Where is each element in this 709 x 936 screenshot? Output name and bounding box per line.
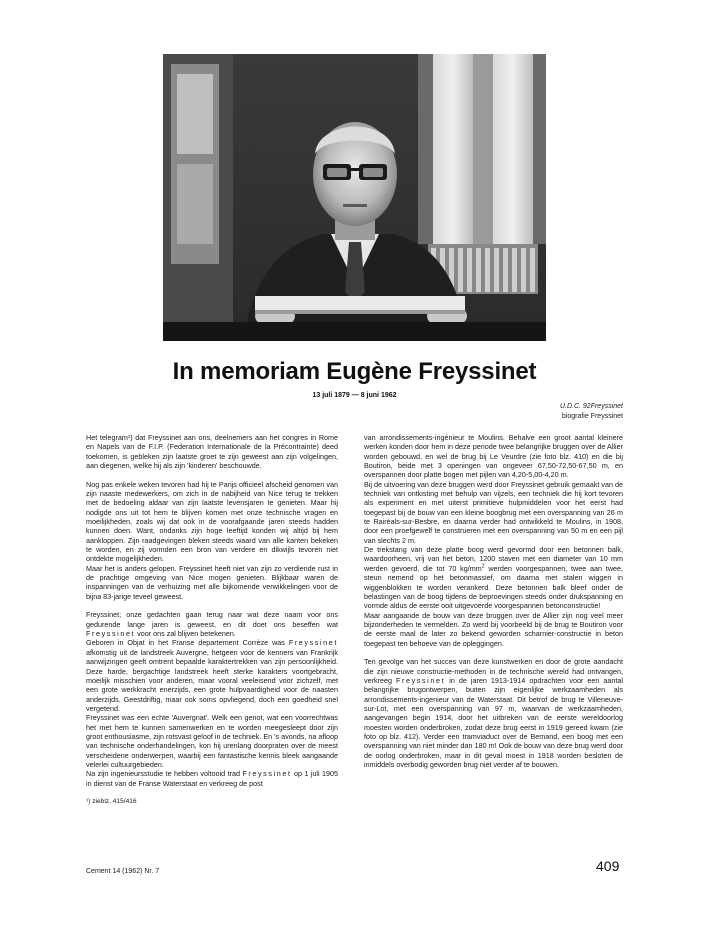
page-number: 409 — [596, 858, 620, 874]
paragraph-farewell — [86, 480, 338, 601]
page-title: In memoriam Eugène Freyssinet — [172, 358, 537, 385]
paragraph-success-a: Ten gevolge van het succes van deze kunstwerken en door de grote aandacht die zijn nieuwe constructie-methoden in de technische wereld had ontvangen, verkreeg — [364, 657, 623, 685]
paragraph-tierod-a: De trekstang van deze platte boog werd gevormd door een betonnen balk, waardoorheen, vrij van het beton, 1200 staven met een diameter van 10 mm werden gevoerd, die tot 70 kg/mm — [364, 545, 623, 573]
paragraph-career-c: op 1 juli 1905 in dienst van de Franse Waterstaat en verkreeg de post — [86, 769, 338, 788]
portrait-photo — [163, 54, 546, 341]
spaced-name: Freyssinet — [288, 638, 338, 648]
journal-reference: Cement 14 (1962) Nr. 7 — [86, 868, 160, 875]
paragraph-born-c: afkomstig uit de landstreek Auvergne, hetgeen voor de kenners van Frankrijk aanwijzingen geeft omtrent bepaalde karaktertrekken van zijn persoonlijkheid. Deze harde, bergachtige landstreek heeft sterke karakters voortgebracht, moeilijk misschien voor anderen, maar vooral veeleisend voor zichzelf, met een grote werkkracht enerzijds, een grote hulpvaardigheid voor de naasten anderzijds. Geestdriftig, maar ook soms opvliegend, doch een goedheid snel vergetend. — [86, 647, 338, 713]
paragraph-name — [86, 610, 338, 788]
footnote: ¹) zieblz. 415/416 — [86, 798, 137, 806]
paragraph-career-a: Na zijn ingenieursstudie te hebben voltooid trad — [86, 769, 240, 779]
paragraph-name-a: Freyssinet; onze gedachten gaan terug naar wat deze naam voor ons gedurende lange jaren is geweest, en dit doet ons beseffen wat — [86, 610, 338, 629]
paragraph-rest: Maar het is anders gelopen. Freyssinet heeft niet van zijn zo verdiende rust in de prachtige omgeving van Nice mogen genieten. Blijkbaar waren de inspanningen van de verhuizing met alle bijkomende verwikkelingen voor de bijna 83-jarige teveel geweest. — [86, 563, 338, 601]
superscript: 2 — [481, 563, 485, 570]
spaced-name: Freyssinet — [396, 675, 446, 685]
paragraph-tierod-b: werden voorgespannen, twee aan twee, steun nemend op het betonmassief, om daarna met stalen wiggen in wiggenblokken te worden verankerd. Deze betonnen balk bleef onder de belastingen van de boog tijdens de beproevingen steeds onder drukspanning en vormde aldus de eerste ooit uitgevoerde voorgespannen betonconstructie! — [364, 563, 624, 611]
paragraph-success-c: in de jaren 1913-1914 opdrachten voor een aantal belangrijke brugontwerpen, buiten zijn eigenlijke werkzaamheden als arrondissements-ingenieur van de Waterstaat. Dit betrof de brug te Villeneuve-sur-Lot, met een overspanning van 97 m, waarvan de werkzaamheden, aangevangen begin 1914, door het uitbreken van de eerste wereldoorlog moesten worden onderbroken, zodat deze brug eerst in 1919 gereed kwam (zie foto op blz. 412). Verder een tramviaduct over de Bemand, een boog met een overspanning van niet minder dan 180 m! Ook de bouw van deze brug werd door de oorlog onderbroken, maar in dit geval moest in 1918 worden besloten de inmiddels overbodig geworden brug niet verder af te bouwen. — [364, 675, 623, 769]
paragraph-boutiron: Maar aangaande de bouw van deze bruggen over de Allier zijn nog veel meer bijzonderheden te vermelden. Zo werd bij voorbeeld bij de brug te Boutiron voor de eerste maal de later zo bekend geworden scharnier-constructie in beton toegepast ten behoeve van de opleggingen. — [364, 610, 623, 648]
life-dates: 13 juli 1879 — 8 juni 1962 — [312, 392, 397, 399]
paragraph-telegram: Het telegram¹) dat Freyssinet aan ons, deelnemers aan het congres in Rome en Napels van de F.I.P. (Federation Internationale de la Précontrainte) deed toekomen, is gebleken zijn laatste groet te zijn geweest aan zijn volgelingen, aan diegenen, welke hij als zijn 'kinderen' beschouwde. — [86, 433, 338, 471]
paragraph-jacks: Bij de uitvoering van deze bruggen werd door Freyssinet gebruik gemaakt van de techniek van ontkisting met behulp van vijzels, een techniek die hij kort tevoren als experiment en met uiterst primitieve hulpmiddelen voor het eerst had toegepast bij de bouw van een kleine boogbrug met een overspanning van 26 m te Rairéals-sur-Besbre, en daarna verder had ontwikkeld te Moulins, in 1908, door een proefgewelf te construeren met een overspanning van 50 m en een pijl van slechts 2 m. — [364, 479, 623, 545]
paragraph-born-a: Geboren in Objat in het Franse departement Corrèze was — [86, 638, 285, 648]
paragraph-name-c: voor ons zal blijven betekenen. — [137, 629, 236, 639]
paragraph-success — [364, 657, 623, 769]
right-column — [364, 433, 623, 779]
udc-classification: U.D.C. 92Freyssinet — [559, 403, 623, 410]
paragraph-moulins: van arrondissements-ingénieur te Moulins. Behalve een groot aantal kleinere werken konden door hem in deze periode twee belangrijke bruggen over de Allier worden gebouwd, en wel de brug bij Le Veurdre (zie foto blz. 410) en die bij Boutiron, beide met 3 openingen van ongeveer 67,50-72,50-67,50 m, en overspannen door platte bogen met pijlen van 4,20-5,00-4,20 m. — [364, 433, 623, 480]
spaced-name: Freyssinet — [86, 629, 136, 639]
spaced-name: Freyssinet — [242, 769, 292, 779]
paragraph-farewell-text: Nog pas enkele weken tevoren had hij te Parijs officieel afscheid genomen van zijn naaste medewerkers, om zich in de nabijheid van Nice terug te trekken met de bedoeling aldaar van zijn laatste levensjaren te genieten. Maar hij nodigde ons uit tot hem te blijven komen met onze technische vragen en moeilijkheden, zoals wij dat ook in de voorafgaande jaren steeds hadden kunnen doen. Want, ondanks zijn hoge leeftijd konden wij altijd bij hem aankloppen. Zijn raadgevingen bleken steeds waard van alle kanten bekeken te worden, en zij vormden een bron van verdere en dikwijls tevoren niet ontdekte mogelijkheden. — [86, 479, 338, 564]
paragraph-auvergnat: Freyssinet was een echte 'Auvergnat'. Welk een genot, wat een voorrechtwas het met hem te kunnen samenwerken en te worden meegesleept door zijn groot enthousiasme, zijn rotsvast geloof in de techniek. En 's avonds, na afloop van technische onderhandelingen, kon hij urenlang doorpraten over de meest verscheidene onderwerpen, waarbij een fantastische kennis bleek aangaande velerlei cultuurgebieden. — [86, 713, 338, 769]
udc-subject: biografie Freyssinet — [561, 413, 623, 420]
paragraph-bridges — [364, 433, 623, 648]
left-column — [86, 433, 338, 816]
